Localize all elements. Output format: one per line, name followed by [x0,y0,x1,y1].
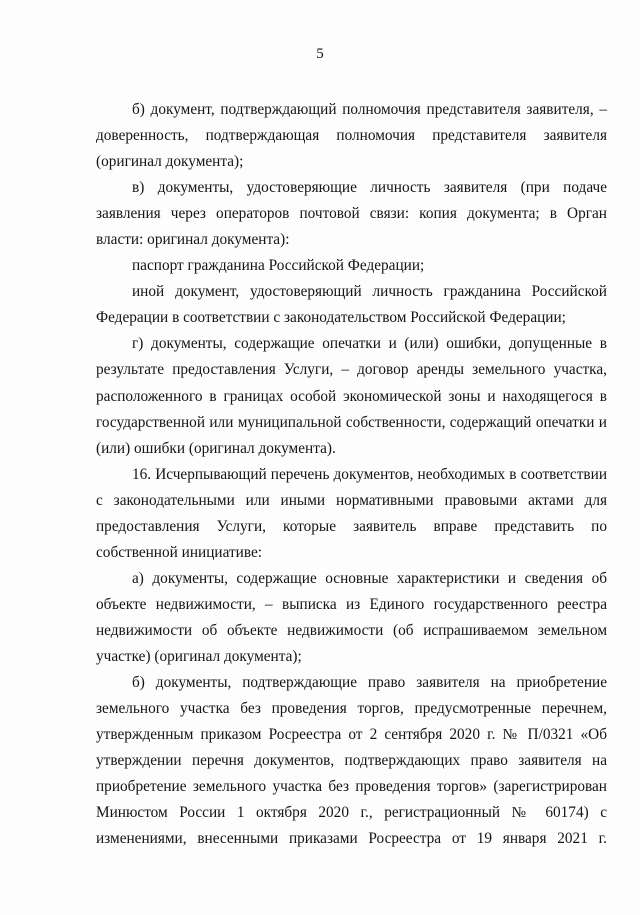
paragraph-land-rights-documents: б) документы, подтверждающие право заявителя на приобретение земельного участка без проведения торгов, предусмотренные перечнем, утвержденным приказом Росреестра от 2 сентября 2020 г. № П/0321 «Об утверждении перечня документов, подтверждающих право заявителя на приобретение земельного участка без проведения торгов» (зарегистрирован Минюстом России 1 октября 2020 г., регистрационный № 60174) с изменениями, внесенными приказами Росреестра от 19 января 2021 г. [96,674,607,848]
paragraph-real-estate-extract: а) документы, содержащие основные характеристики и сведения об объекте недвижимости, – выписка из Единого государственного реестра недвижимости об объекте недвижимости (об испрашиваемом земельном участке) (оригинал документа); [96,569,607,665]
paragraph-section-16: 16. Исчерпывающий перечень документов, необходимых в соответствии с законодательными или иными нормативными правовыми актами для предоставления Услуги, которые заявитель вправе представить по собственной инициативе: [96,465,607,561]
page-number: 5 [316,46,324,62]
paragraph-passport: паспорт гражданина Российской Федерации; [132,257,425,275]
paragraph-identity-documents: в) документы, удостоверяющие личность заявителя (при подаче заявления через операторов почтовой связи: копия документа; в Орган власти: оригинал документа): [96,179,607,249]
paragraph-representative-authority: б) документ, подтверждающий полномочия представителя заявителя, – доверенность, подтверждающая полномочия представителя заявителя (оригинал документа); [96,101,607,171]
document-body [96,97,607,852]
paragraph-errors-documents: г) документы, содержащие опечатки и (или) ошибки, допущенные в результате предоставления Услуги, – договор аренды земельного участка, расположенного в границах особой экономической зоны и находящегося в государственной или муниципальной собственности, содержащий опечатки и (или) ошибки (оригинал документа). [96,335,607,457]
paragraph-other-identity-document: иной документ, удостоверяющий личность гражданина Российской Федерации в соответствии с законодательством Российской Федерации; [96,283,607,327]
